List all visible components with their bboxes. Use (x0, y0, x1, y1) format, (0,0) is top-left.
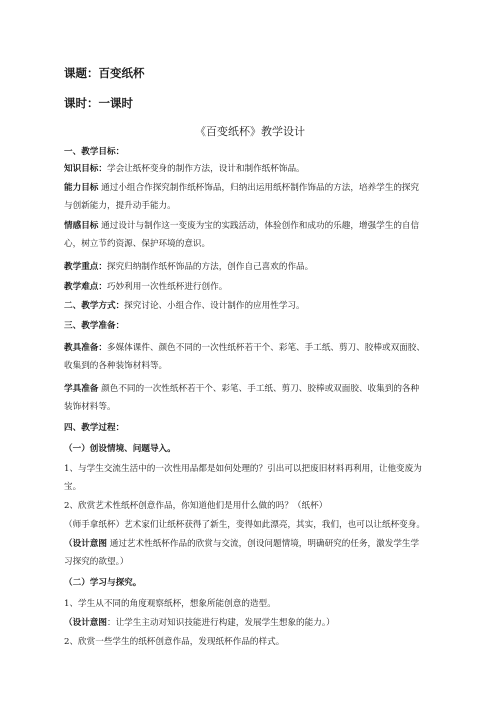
process-part-1-heading: （一）创设情境、问题导入。 (64, 444, 176, 454)
method-label: 二、教学方式： (64, 301, 125, 311)
difficulty-label: 教学难点： (64, 282, 107, 292)
lesson-period: 课时：一课时 (64, 96, 133, 110)
key-point-label: 教学重点： (64, 262, 107, 272)
teaching-key-point (64, 261, 444, 273)
emotion-goal-label: 情感目标 (64, 221, 99, 231)
ability-goal-label: 能力目标 (64, 183, 99, 193)
knowledge-goal-text: 学会让纸杯变身的制作方法，设计和制作纸杯饰品。 (106, 164, 305, 174)
teacher-preparation-cont: 收集到的各种装饰材料等。 (64, 361, 168, 371)
design-intent-text-2: ：让学生主动对知识技能进行构建，发展学生想象的能力。） (106, 618, 335, 628)
ability-goal-cont: 与创新能力，提升动手能力。 (64, 201, 176, 211)
student-preparation (64, 383, 444, 395)
document-title: 《百变纸杯》教学设计 (195, 125, 305, 138)
knowledge-goal-label: 知识目标： (64, 164, 107, 174)
key-point-text: 探究归纳制作纸杯饰品的方法，创作自己喜欢的作品。 (106, 262, 314, 272)
ability-goal-text: 通过小组合作探究制作纸杯饰品，归纳出运用纸杯制作饰品的方法，培养学生的探究 (101, 183, 420, 193)
teacher-prep-text: 多媒体课件、颜色不同的一次性纸杯若干个、彩笔、手工纸、剪刀、胶棒或双面胶、 (106, 343, 425, 353)
design-intent-text: 通过艺术性纸杯作品的欣赏与交流，创设问题情境，明确研究的任务，激发学生学 (109, 539, 420, 549)
student-prep-text: 颜色不同的一次性纸杯若干个、彩笔、手工纸、剪刀、胶棒或双面胶、收集到的各种 (101, 384, 420, 394)
process-part-1-design-intent-cont: 习探究的欲望。） (64, 557, 129, 567)
student-preparation-cont: 装饰材料等。 (64, 402, 116, 412)
student-prep-label: 学具准备 (64, 384, 99, 394)
teaching-method (64, 300, 444, 312)
process-part-1-line-2: 宝。 (64, 482, 82, 492)
process-part-1-line-1: 1、与学生交流生活中的一次性用品都是如何处理的？引出可以把废旧材料再利用，让他变废为 (64, 464, 422, 474)
section-process-heading: 四、教学过程： (64, 423, 125, 433)
process-part-2-design-intent (64, 617, 444, 629)
lesson-topic: 课题：百变纸杯 (64, 66, 145, 80)
design-intent-label-2: （设计意图 (64, 618, 107, 628)
teacher-prep-label: 教具准备： (64, 343, 107, 353)
ability-goal (64, 182, 444, 194)
teaching-difficulty (64, 281, 444, 293)
process-part-2-line-3: 2、欣赏一些学生的纸杯创意作品，发现纸杯作品的样式。 (64, 637, 285, 647)
difficulty-text: 巧妙利用一次性纸杯进行创作。 (106, 282, 228, 292)
section-preparation-heading: 三、教学准备： (64, 321, 125, 331)
process-part-1-line-3: 2、欣赏艺术性纸杯创意作品，你知道他们是用什么做的吗？（纸杯） (64, 501, 328, 511)
knowledge-goal (64, 163, 444, 175)
method-text: 探究讨论、小组合作、设计制作的应用性学习。 (124, 301, 305, 311)
process-part-1-design-intent (64, 538, 444, 550)
section-objectives-heading: 一、教学目标： (64, 147, 125, 157)
emotion-goal-text: 通过设计与制作这一变废为宝的实践活动，体验创作和成功的乐趣，增强学生的自信 (101, 221, 420, 231)
process-part-1-line-4: （师手拿纸杯）艺术家们让纸杯获得了新生，变得如此漂亮，其实，我们，也可以让纸杯变身。 (64, 520, 425, 530)
emotion-goal-cont: 心，树立节约资源、保护环境的意识。 (64, 239, 211, 249)
design-intent-label: （设计意图 (64, 539, 107, 549)
emotion-goal (64, 220, 444, 232)
process-part-2-line-1: 1、学生从不同的角度观察纸杯，想象所能创意的造型。 (64, 599, 276, 609)
process-part-2-heading: （二）学习与探究。 (64, 578, 142, 588)
teacher-preparation (64, 342, 444, 354)
